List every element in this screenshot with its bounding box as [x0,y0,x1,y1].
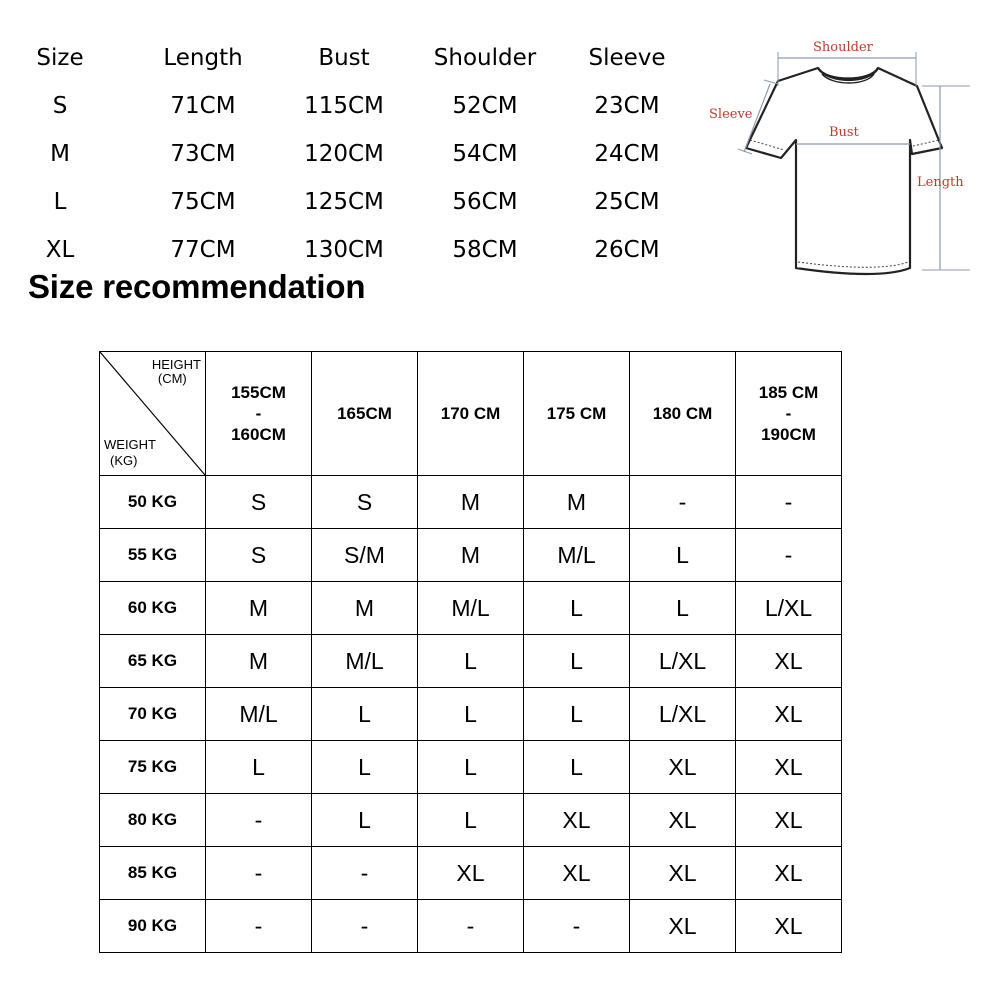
size-recommendation-table [99,351,842,953]
recommended-size-cell: L [418,794,524,847]
recommended-size-cell: L/XL [630,688,736,741]
weight-row-label: 90 KG [100,900,206,953]
size-shoulder: 52CM [452,93,518,119]
recommended-size-cell: M/L [206,688,312,741]
recommended-size-cell: M [418,476,524,529]
diagram-label-bust: Bust [829,125,859,140]
recommended-size-cell: L/XL [736,582,842,635]
recommended-size-cell: L [312,741,418,794]
recommended-size-cell: S/M [312,529,418,582]
recommended-size-cell: L [630,582,736,635]
size-length: 73CM [170,141,236,167]
height-label: HEIGHT [151,357,201,372]
recommended-size-cell: - [736,476,842,529]
size-bust: 130CM [304,237,384,263]
size-bust: 125CM [304,189,384,215]
recommended-size-cell: - [524,900,630,953]
recommended-size-cell: XL [630,794,736,847]
size-sleeve: 26CM [594,237,660,263]
weight-row-label: 50 KG [100,476,206,529]
weight-row-label: 80 KG [100,794,206,847]
recommended-size-cell: L [630,529,736,582]
recommended-size-cell: M [312,582,418,635]
weight-row-label: 55 KG [100,529,206,582]
recommended-size-cell: - [630,476,736,529]
table-row [100,582,842,635]
size-length: 75CM [170,189,236,215]
weight-row-label: 75 KG [100,741,206,794]
height-col-label: 165CM [312,352,418,476]
tshirt-outline-icon [700,36,1000,286]
recommended-size-cell: M/L [524,529,630,582]
size-header-shoulder: Shoulder [433,45,537,71]
recommended-size-cell: - [206,900,312,953]
recommended-size-cell: M [524,476,630,529]
size-sleeve: 23CM [594,93,660,119]
recommended-size-cell: XL [736,847,842,900]
recommended-size-cell: L [524,635,630,688]
size-length: 77CM [170,237,236,263]
recommended-size-cell: XL [418,847,524,900]
recommended-size-cell: L/XL [630,635,736,688]
weight-unit: (KG) [110,453,138,468]
height-col-label: 180 CM [630,352,736,476]
table-row [100,476,842,529]
recommended-size-cell: XL [736,900,842,953]
size-bust: 115CM [304,93,384,119]
height-col-label: 185 CM - 190CM [736,352,842,476]
weight-label: WEIGHT [104,437,156,452]
weight-row-label: 70 KG [100,688,206,741]
size-sleeve: 25CM [594,189,660,215]
height-col-label: 170 CM [418,352,524,476]
recommended-size-cell: M/L [418,582,524,635]
size-chart-row [0,180,720,228]
diagram-label-sleeve: Sleeve [709,107,753,122]
size-chart [0,36,720,276]
table-row [100,847,842,900]
table-row [100,635,842,688]
recommended-size-cell: M/L [312,635,418,688]
height-header-row [100,352,842,476]
recommended-size-cell: L [418,635,524,688]
recommended-size-cell: L [312,688,418,741]
recommended-size-cell: XL [630,741,736,794]
size-shoulder: 56CM [452,189,518,215]
recommended-size-cell: XL [630,847,736,900]
diagram-label-shoulder: Shoulder [813,40,873,55]
recommended-size-cell: S [312,476,418,529]
recommendation-rows [100,476,842,953]
height-col-label: 155CM - 160CM [206,352,312,476]
recommended-size-cell: - [418,900,524,953]
recommended-size-cell: L [206,741,312,794]
recommended-size-cell: - [206,847,312,900]
height-col-label: 175 CM [524,352,630,476]
size-name: M [50,141,70,167]
recommended-size-cell: - [736,529,842,582]
size-name: XL [45,237,75,263]
recommended-size-cell: XL [736,794,842,847]
size-header-size: Size [36,45,84,71]
size-shoulder: 54CM [452,141,518,167]
size-chart-header [0,36,720,84]
recommended-size-cell: M [418,529,524,582]
size-header-length: Length [163,45,243,71]
recommended-size-cell: XL [736,688,842,741]
size-header-sleeve: Sleeve [588,45,666,71]
weight-row-label: 65 KG [100,635,206,688]
diagram-label-length: Length [917,175,964,190]
recommended-size-cell: L [524,741,630,794]
recommended-size-cell: XL [630,900,736,953]
size-recommendation-title: Size recommendation [28,268,366,305]
table-row [100,794,842,847]
weight-row-label: 85 KG [100,847,206,900]
recommended-size-cell: XL [736,741,842,794]
recommended-size-cell: L [524,582,630,635]
tshirt-measurement-diagram [700,36,1000,286]
size-header-bust: Bust [318,45,370,71]
height-axis-label [152,358,201,386]
recommended-size-cell: - [312,900,418,953]
recommended-size-cell: L [418,741,524,794]
recommended-size-cell: XL [524,794,630,847]
recommended-size-cell: XL [524,847,630,900]
corner-cell [100,352,206,476]
recommended-size-cell: S [206,529,312,582]
size-bust: 120CM [304,141,384,167]
size-shoulder: 58CM [452,237,518,263]
size-length: 71CM [170,93,236,119]
size-sleeve: 24CM [594,141,660,167]
table-row [100,529,842,582]
size-chart-row [0,132,720,180]
recommended-size-cell: XL [736,635,842,688]
size-name: L [53,189,67,215]
recommended-size-cell: L [524,688,630,741]
recommended-size-cell: L [418,688,524,741]
recommended-size-cell: S [206,476,312,529]
recommended-size-cell: M [206,635,312,688]
size-chart-row [0,84,720,132]
weight-row-label: 60 KG [100,582,206,635]
height-unit: (CM) [157,371,187,386]
weight-axis-label [104,437,156,469]
table-row [100,900,842,953]
table-row [100,688,842,741]
recommended-size-cell: L [312,794,418,847]
recommended-size-cell: - [312,847,418,900]
size-name: S [52,93,68,119]
table-row [100,741,842,794]
recommended-size-cell: - [206,794,312,847]
recommended-size-cell: M [206,582,312,635]
